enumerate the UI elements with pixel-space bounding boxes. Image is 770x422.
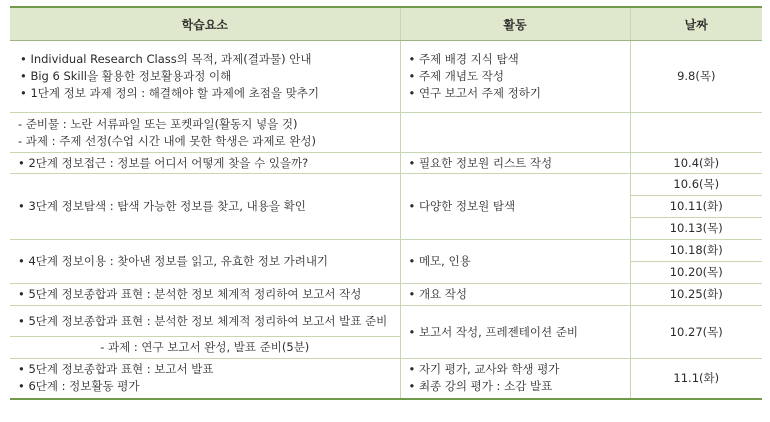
- activity-line: • 필요한 정보원 리스트 작성: [408, 155, 553, 170]
- note-cell: [10, 113, 400, 153]
- header-date: 날짜: [630, 7, 762, 41]
- activity-cell: [400, 284, 630, 306]
- table-row: [10, 359, 762, 399]
- activity-line: • 메모, 인용: [408, 254, 471, 268]
- learning-element-cell: [10, 284, 400, 306]
- table-row: [10, 174, 762, 196]
- schedule-table: [10, 6, 762, 400]
- header-row: [10, 7, 762, 41]
- learning-element-cell: [10, 240, 400, 284]
- note-cell: [10, 337, 400, 359]
- note-line: - 준비물 : 노란 서류파일 또는 포켓파일(활동지 넣을 것): [18, 116, 298, 131]
- table-row: [10, 284, 762, 306]
- learning-element-line: • 5단계 정보종합과 표현 : 분석한 정보 체계적 정리하여 보고서 작성: [18, 287, 362, 301]
- date-cell: 10.27(목): [630, 306, 762, 359]
- learning-element-line: • 5단계 정보종합과 표현 : 분석한 정보 체계적 정리하여 보고서 발표 준비: [18, 313, 388, 328]
- learning-element-line: • 3단계 정보탐색 : 탐색 가능한 정보를 찾고, 내용을 확인: [18, 199, 306, 213]
- date-cell: 10.20(목): [630, 262, 762, 284]
- learning-element-line: • 4단계 정보이용 : 찾아낸 정보를 읽고, 유효한 정보 가려내기: [18, 254, 329, 268]
- activity-cell: [400, 113, 630, 153]
- table-row: [10, 153, 762, 174]
- learning-element-cell: [10, 153, 400, 174]
- activity-line: • 개요 작성: [408, 287, 468, 301]
- learning-element-line: • 1단계 정보 과제 정의 : 해결해야 할 과제에 초점을 맞추기: [20, 86, 319, 100]
- activity-cell: [400, 359, 630, 399]
- table-row: [10, 41, 762, 113]
- note-line: - 과제 : 연구 보고서 완성, 발표 준비(5분): [100, 340, 310, 354]
- table-row: [10, 113, 762, 153]
- activity-line: • 주제 개념도 작성: [408, 69, 505, 83]
- date-cell: 10.25(화): [630, 284, 762, 306]
- table-row: [10, 240, 762, 262]
- learning-element-cell: [10, 359, 400, 399]
- learning-element-cell: [10, 174, 400, 240]
- header-activities: 활동: [400, 7, 630, 41]
- date-cell: 11.1(화): [630, 359, 762, 399]
- date-cell: 10.18(화): [630, 240, 762, 262]
- learning-element-line: • 2단계 정보접근 : 정보를 어디서 어떻게 찾을 수 있을까?: [18, 155, 309, 170]
- date-cell: 10.6(목): [630, 174, 762, 196]
- date-cell: 10.11(화): [630, 196, 762, 218]
- date-cell: 10.4(화): [630, 153, 762, 174]
- note-line: - 과제 : 주제 선정(수업 시간 내에 못한 학생은 과제로 완성): [18, 133, 316, 148]
- table-row: [10, 306, 762, 337]
- learning-element-cell: [10, 41, 400, 113]
- header-learning-elements: 학습요소: [10, 7, 400, 41]
- activity-line: • 연구 보고서 주제 정하기: [408, 86, 541, 100]
- activity-line: • 최종 강의 평가 : 소감 발표: [408, 379, 553, 394]
- activity-cell: [400, 174, 630, 240]
- learning-element-line: • Individual Research Class의 목적, 과제(결과물) 안내: [20, 52, 312, 66]
- date-cell: 10.13(목): [630, 218, 762, 240]
- activity-cell: [400, 153, 630, 174]
- activity-line: • 다양한 정보원 탐색: [408, 199, 516, 213]
- learning-element-line: • 5단계 정보종합과 표현 : 보고서 발표: [18, 362, 214, 377]
- activity-line: • 주제 배경 지식 탐색: [408, 52, 519, 66]
- activity-cell: [400, 306, 630, 359]
- activity-cell: [400, 41, 630, 113]
- date-cell: 9.8(목): [630, 41, 762, 113]
- learning-element-line: • Big 6 Skill을 활용한 정보활용과정 이해: [20, 69, 232, 83]
- learning-element-line: • 6단계 : 정보활동 평가: [18, 379, 140, 394]
- activity-line: • 보고서 작성, 프레젠테이션 준비: [408, 324, 578, 339]
- activity-line: • 자기 평가, 교사와 학생 평가: [408, 362, 560, 377]
- learning-element-cell: [10, 306, 400, 337]
- date-cell: [630, 113, 762, 153]
- activity-cell: [400, 240, 630, 284]
